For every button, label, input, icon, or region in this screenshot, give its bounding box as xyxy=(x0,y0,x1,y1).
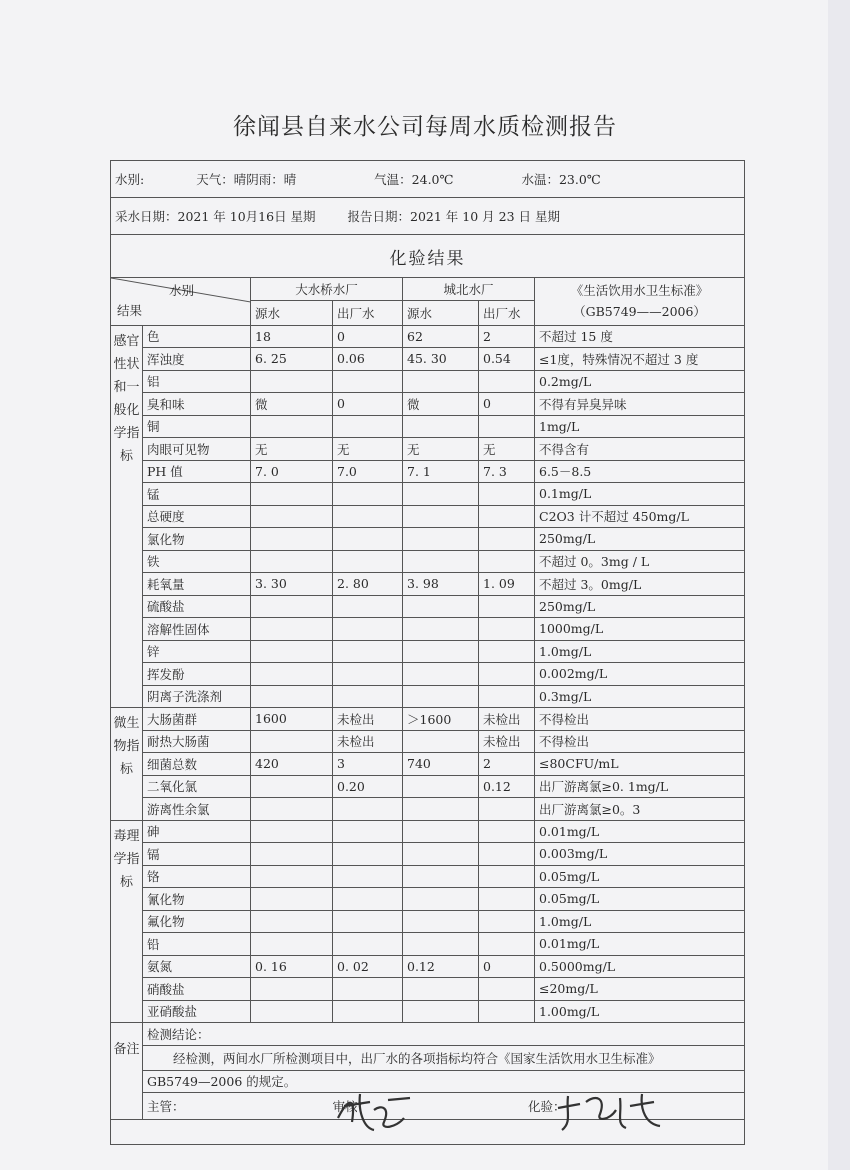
category-toxicological: 毒理学指标 xyxy=(111,820,143,1023)
indicator-name: 铅 xyxy=(143,933,251,956)
table-row xyxy=(111,865,745,888)
chengbei-output-value xyxy=(479,640,535,663)
chengbei-output-value: 未检出 xyxy=(479,730,535,753)
chengbei-source-value: 7. 1 xyxy=(403,460,479,483)
standard-limit: ≤20mg/L xyxy=(535,978,745,1001)
header-source-2: 源水 xyxy=(403,300,479,325)
dashuiqiao-source-value xyxy=(251,933,333,956)
conclusion-line-2: GB5749—2006 的规定。 xyxy=(143,1070,745,1093)
chengbei-output-value xyxy=(479,483,535,506)
indicator-name: 色 xyxy=(143,325,251,348)
air-temp-field: 气温：24.0℃ xyxy=(374,172,454,187)
chengbei-source-value xyxy=(403,978,479,1001)
indicator-name: 总硬度 xyxy=(143,505,251,528)
header-water-type: 水别 xyxy=(168,283,194,298)
report-title: 徐闻县自来水公司每周水质检测报告 xyxy=(233,114,617,140)
chengbei-source-value xyxy=(403,370,479,393)
header-standard xyxy=(535,278,745,326)
blank-footer-row xyxy=(111,1120,745,1145)
dashuiqiao-source-value xyxy=(251,910,333,933)
remarks-row-2 xyxy=(111,1045,745,1070)
standard-limit: 250mg/L xyxy=(535,528,745,551)
dashuiqiao-output-value xyxy=(333,505,403,528)
chengbei-output-value xyxy=(479,820,535,843)
chengbei-output-value xyxy=(479,685,535,708)
standard-limit: 1.0mg/L xyxy=(535,910,745,933)
indicator-name: 肉眼可见物 xyxy=(143,438,251,461)
dashuiqiao-source-value xyxy=(251,685,333,708)
chengbei-source-value xyxy=(403,798,479,821)
chengbei-source-value: 0.12 xyxy=(403,955,479,978)
dashuiqiao-output-value xyxy=(333,663,403,686)
dashuiqiao-source-value xyxy=(251,1000,333,1023)
category-microbiological: 微生物指标 xyxy=(111,708,143,821)
header-standard-line1: 《生活饮用水卫生标准》 xyxy=(570,283,709,299)
indicator-name: 耗氧量 xyxy=(143,573,251,596)
standard-limit: 不得检出 xyxy=(535,730,745,753)
dashuiqiao-output-value: 0. 02 xyxy=(333,955,403,978)
chengbei-output-value xyxy=(479,798,535,821)
chengbei-source-value xyxy=(403,528,479,551)
reviewer-label: 审核： xyxy=(332,1099,370,1114)
standard-limit: 0.2mg/L xyxy=(535,370,745,393)
chengbei-output-value: 2 xyxy=(479,753,535,776)
chengbei-output-value: 2 xyxy=(479,325,535,348)
dashuiqiao-source-value: 7. 0 xyxy=(251,460,333,483)
dashuiqiao-source-value xyxy=(251,730,333,753)
dashuiqiao-output-value xyxy=(333,798,403,821)
table-row xyxy=(111,888,745,911)
chengbei-output-value: 1. 09 xyxy=(479,573,535,596)
chengbei-source-value xyxy=(403,663,479,686)
chengbei-source-value xyxy=(403,933,479,956)
table-row xyxy=(111,460,745,483)
indicator-name: 氯化物 xyxy=(143,528,251,551)
dashuiqiao-output-value xyxy=(333,978,403,1001)
chengbei-output-value xyxy=(479,888,535,911)
dashuiqiao-output-value xyxy=(333,888,403,911)
indicator-name: 砷 xyxy=(143,820,251,843)
header-diagonal-cell xyxy=(111,278,251,326)
indicator-name: 臭和味 xyxy=(143,393,251,416)
weather-field: 天气：晴阴雨：晴 xyxy=(196,172,297,187)
signature-row xyxy=(143,1093,745,1120)
dashuiqiao-source-value: 无 xyxy=(251,438,333,461)
dashuiqiao-source-value xyxy=(251,528,333,551)
dashuiqiao-output-value xyxy=(333,618,403,641)
chengbei-output-value: 0 xyxy=(479,393,535,416)
chengbei-output-value: 无 xyxy=(479,438,535,461)
dashuiqiao-source-value xyxy=(251,370,333,393)
table-row xyxy=(111,618,745,641)
report-table xyxy=(110,160,745,1145)
chengbei-output-value: 未检出 xyxy=(479,708,535,731)
dashuiqiao-source-value xyxy=(251,978,333,1001)
table-row xyxy=(111,640,745,663)
dashuiqiao-source-value xyxy=(251,865,333,888)
conclusion-line-1: 经检测，两间水厂所检测项目中，出厂水的各项指标均符合《国家生活饮用水卫生标准》 xyxy=(143,1045,745,1070)
chengbei-source-value xyxy=(403,505,479,528)
standard-limit: 6.5－8.5 xyxy=(535,460,745,483)
table-row xyxy=(111,325,745,348)
header-standard-line2: （GB5749——2006） xyxy=(573,304,706,320)
chengbei-source-value: ＞1600 xyxy=(403,708,479,731)
header-plant-chengbei: 城北水厂 xyxy=(403,278,535,301)
chengbei-source-value xyxy=(403,910,479,933)
chengbei-output-value xyxy=(479,370,535,393)
table-row xyxy=(111,978,745,1001)
table-row xyxy=(111,505,745,528)
table-row xyxy=(111,573,745,596)
indicator-name: 大肠菌群 xyxy=(143,708,251,731)
info-row-dates xyxy=(111,198,745,235)
header-result: 结果 xyxy=(117,302,143,318)
chengbei-source-value: 无 xyxy=(403,438,479,461)
table-row xyxy=(111,528,745,551)
dashuiqiao-source-value: 3. 30 xyxy=(251,573,333,596)
remarks-row-3 xyxy=(111,1070,745,1093)
standard-limit: 0.05mg/L xyxy=(535,888,745,911)
dashuiqiao-source-value xyxy=(251,843,333,866)
standard-limit: 不超过 3。0mg/L xyxy=(535,573,745,596)
water-type-label: 水别: xyxy=(115,172,145,187)
dashuiqiao-source-value xyxy=(251,618,333,641)
chengbei-output-value xyxy=(479,910,535,933)
chengbei-source-value xyxy=(403,775,479,798)
chengbei-source-value xyxy=(403,618,479,641)
indicator-name: 铜 xyxy=(143,415,251,438)
report-date-field: 报告日期：2021 年 10 月 23 日 星期 xyxy=(347,209,560,224)
standard-limit: 0.01mg/L xyxy=(535,820,745,843)
indicator-name: 铝 xyxy=(143,370,251,393)
table-row xyxy=(111,663,745,686)
chengbei-output-value xyxy=(479,933,535,956)
standard-limit: 1.0mg/L xyxy=(535,640,745,663)
dashuiqiao-source-value: 微 xyxy=(251,393,333,416)
table-row xyxy=(111,348,745,371)
dashuiqiao-source-value xyxy=(251,775,333,798)
chengbei-output-value xyxy=(479,978,535,1001)
dashuiqiao-output-value: 0.20 xyxy=(333,775,403,798)
chengbei-source-value: 微 xyxy=(403,393,479,416)
supervisor-label: 主管： xyxy=(147,1099,185,1114)
table-row xyxy=(111,685,745,708)
dashuiqiao-source-value xyxy=(251,550,333,573)
header-plant-dashuiqiao: 大水桥水厂 xyxy=(251,278,403,301)
conclusion-label: 检测结论： xyxy=(143,1023,745,1046)
dashuiqiao-source-value xyxy=(251,483,333,506)
chengbei-output-value: 0.54 xyxy=(479,348,535,371)
standard-limit: ≤80CFU/mL xyxy=(535,753,745,776)
indicator-name: 阴离子洗涤剂 xyxy=(143,685,251,708)
dashuiqiao-source-value: 0. 16 xyxy=(251,955,333,978)
dashuiqiao-source-value xyxy=(251,595,333,618)
dashuiqiao-output-value xyxy=(333,685,403,708)
chengbei-source-value xyxy=(403,595,479,618)
chengbei-output-value xyxy=(479,528,535,551)
chengbei-source-value xyxy=(403,1000,479,1023)
table-row xyxy=(111,483,745,506)
table-row xyxy=(111,730,745,753)
chengbei-output-value xyxy=(479,550,535,573)
table-row xyxy=(111,955,745,978)
standard-limit: 1.00mg/L xyxy=(535,1000,745,1023)
standard-limit: 出厂游离氯≥0. 1mg/L xyxy=(535,775,745,798)
indicator-name: 浑浊度 xyxy=(143,348,251,371)
standard-limit: 250mg/L xyxy=(535,595,745,618)
chengbei-output-value: 0.12 xyxy=(479,775,535,798)
dashuiqiao-source-value: 1600 xyxy=(251,708,333,731)
header-output-1: 出厂水 xyxy=(333,300,403,325)
remarks-row-4 xyxy=(111,1093,745,1120)
table-row xyxy=(111,753,745,776)
chengbei-source-value xyxy=(403,888,479,911)
table-row xyxy=(111,393,745,416)
indicator-name: 氨氮 xyxy=(143,955,251,978)
chengbei-source-value xyxy=(403,685,479,708)
chengbei-output-value xyxy=(479,505,535,528)
table-row xyxy=(111,595,745,618)
standard-limit: C2O3 计不超过 450mg/L xyxy=(535,505,745,528)
indicator-name: 氰化物 xyxy=(143,888,251,911)
indicator-name: 锌 xyxy=(143,640,251,663)
dashuiqiao-output-value xyxy=(333,550,403,573)
chengbei-output-value xyxy=(479,663,535,686)
table-row xyxy=(111,933,745,956)
header-source-1: 源水 xyxy=(251,300,333,325)
dashuiqiao-output-value: 0 xyxy=(333,325,403,348)
dashuiqiao-output-value: 0 xyxy=(333,393,403,416)
chengbei-output-value xyxy=(479,618,535,641)
standard-limit: ≤1度，特殊情况不超过 3 度 xyxy=(535,348,745,371)
dashuiqiao-output-value xyxy=(333,1000,403,1023)
table-row xyxy=(111,843,745,866)
remarks-row-1 xyxy=(111,1023,745,1046)
chengbei-source-value xyxy=(403,820,479,843)
info-row-weather xyxy=(111,161,745,198)
dashuiqiao-output-value xyxy=(333,820,403,843)
table-row xyxy=(111,708,745,731)
indicator-name: 耐热大肠菌 xyxy=(143,730,251,753)
indicator-name: 锰 xyxy=(143,483,251,506)
chengbei-output-value xyxy=(479,415,535,438)
standard-limit: 1mg/L xyxy=(535,415,745,438)
dashuiqiao-output-value: 未检出 xyxy=(333,730,403,753)
standard-limit: 0.003mg/L xyxy=(535,843,745,866)
tester-label: 化验： xyxy=(527,1099,566,1114)
chengbei-source-value: 45. 30 xyxy=(403,348,479,371)
header-output-2: 出厂水 xyxy=(479,300,535,325)
indicator-name: 氟化物 xyxy=(143,910,251,933)
remarks-label: 备注 xyxy=(111,1023,143,1120)
dashuiqiao-output-value: 无 xyxy=(333,438,403,461)
table-row xyxy=(111,910,745,933)
chengbei-source-value xyxy=(403,730,479,753)
page-edge xyxy=(828,0,850,1170)
standard-limit: 不得含有 xyxy=(535,438,745,461)
dashuiqiao-output-value: 7.0 xyxy=(333,460,403,483)
dashuiqiao-output-value xyxy=(333,640,403,663)
header-row-1 xyxy=(111,278,745,301)
standard-limit: 不得检出 xyxy=(535,708,745,731)
dashuiqiao-source-value: 6. 25 xyxy=(251,348,333,371)
dashuiqiao-source-value xyxy=(251,888,333,911)
table-row xyxy=(111,415,745,438)
chengbei-source-value xyxy=(403,550,479,573)
chengbei-source-value xyxy=(403,843,479,866)
chengbei-output-value: 0 xyxy=(479,955,535,978)
section-title-row xyxy=(111,235,745,278)
dashuiqiao-source-value xyxy=(251,798,333,821)
dashuiqiao-source-value xyxy=(251,663,333,686)
dashuiqiao-output-value xyxy=(333,370,403,393)
standard-limit: 0.1mg/L xyxy=(535,483,745,506)
section-title: 化验结果 xyxy=(111,235,745,278)
dashuiqiao-source-value xyxy=(251,820,333,843)
indicator-name: 挥发酚 xyxy=(143,663,251,686)
standard-limit: 出厂游离氯≥0。3 xyxy=(535,798,745,821)
standard-limit: 0.5000mg/L xyxy=(535,955,745,978)
indicator-name: 铬 xyxy=(143,865,251,888)
water-temp-field: 水温：23.0℃ xyxy=(521,172,601,187)
dashuiqiao-output-value xyxy=(333,595,403,618)
dashuiqiao-output-value xyxy=(333,528,403,551)
dashuiqiao-source-value xyxy=(251,415,333,438)
category-sensory: 感官性状和一般化学指标 xyxy=(111,325,143,708)
dashuiqiao-output-value: 0.06 xyxy=(333,348,403,371)
table-row xyxy=(111,438,745,461)
dashuiqiao-output-value: 3 xyxy=(333,753,403,776)
chengbei-source-value: 3. 98 xyxy=(403,573,479,596)
table-row xyxy=(111,370,745,393)
indicator-name: 细菌总数 xyxy=(143,753,251,776)
chengbei-output-value xyxy=(479,1000,535,1023)
dashuiqiao-output-value xyxy=(333,415,403,438)
dashuiqiao-source-value: 18 xyxy=(251,325,333,348)
dashuiqiao-output-value xyxy=(333,910,403,933)
chengbei-source-value: 62 xyxy=(403,325,479,348)
chengbei-output-value xyxy=(479,595,535,618)
standard-limit: 不超过 15 度 xyxy=(535,325,745,348)
dashuiqiao-output-value xyxy=(333,933,403,956)
table-row xyxy=(111,798,745,821)
indicator-name: 溶解性固体 xyxy=(143,618,251,641)
table-row xyxy=(111,1000,745,1023)
dashuiqiao-source-value xyxy=(251,505,333,528)
standard-limit: 0.002mg/L xyxy=(535,663,745,686)
dashuiqiao-output-value: 2. 80 xyxy=(333,573,403,596)
standard-limit: 0.01mg/L xyxy=(535,933,745,956)
indicator-name: 二氧化氯 xyxy=(143,775,251,798)
table-row xyxy=(111,550,745,573)
standard-limit: 1000mg/L xyxy=(535,618,745,641)
standard-limit: 不超过 0。3mg / L xyxy=(535,550,745,573)
chengbei-source-value: 740 xyxy=(403,753,479,776)
chengbei-output-value: 7. 3 xyxy=(479,460,535,483)
chengbei-source-value xyxy=(403,415,479,438)
dashuiqiao-output-value: 未检出 xyxy=(333,708,403,731)
chengbei-source-value xyxy=(403,640,479,663)
indicator-name: 铁 xyxy=(143,550,251,573)
chengbei-output-value xyxy=(479,843,535,866)
chengbei-source-value xyxy=(403,865,479,888)
chengbei-source-value xyxy=(403,483,479,506)
standard-limit: 不得有异臭异味 xyxy=(535,393,745,416)
indicator-name: 硫酸盐 xyxy=(143,595,251,618)
chengbei-output-value xyxy=(479,865,535,888)
table-row xyxy=(111,820,745,843)
sample-date-field: 采水日期：2021 年 10月16日 星期 xyxy=(115,209,316,224)
dashuiqiao-source-value xyxy=(251,640,333,663)
table-row xyxy=(111,775,745,798)
standard-limit: 0.3mg/L xyxy=(535,685,745,708)
indicator-name: 硝酸盐 xyxy=(143,978,251,1001)
indicator-name: 镉 xyxy=(143,843,251,866)
indicator-name: PH 值 xyxy=(143,460,251,483)
dashuiqiao-output-value xyxy=(333,843,403,866)
standard-limit: 0.05mg/L xyxy=(535,865,745,888)
indicator-name: 游离性余氯 xyxy=(143,798,251,821)
indicator-name: 亚硝酸盐 xyxy=(143,1000,251,1023)
dashuiqiao-output-value xyxy=(333,483,403,506)
dashuiqiao-source-value: 420 xyxy=(251,753,333,776)
dashuiqiao-output-value xyxy=(333,865,403,888)
